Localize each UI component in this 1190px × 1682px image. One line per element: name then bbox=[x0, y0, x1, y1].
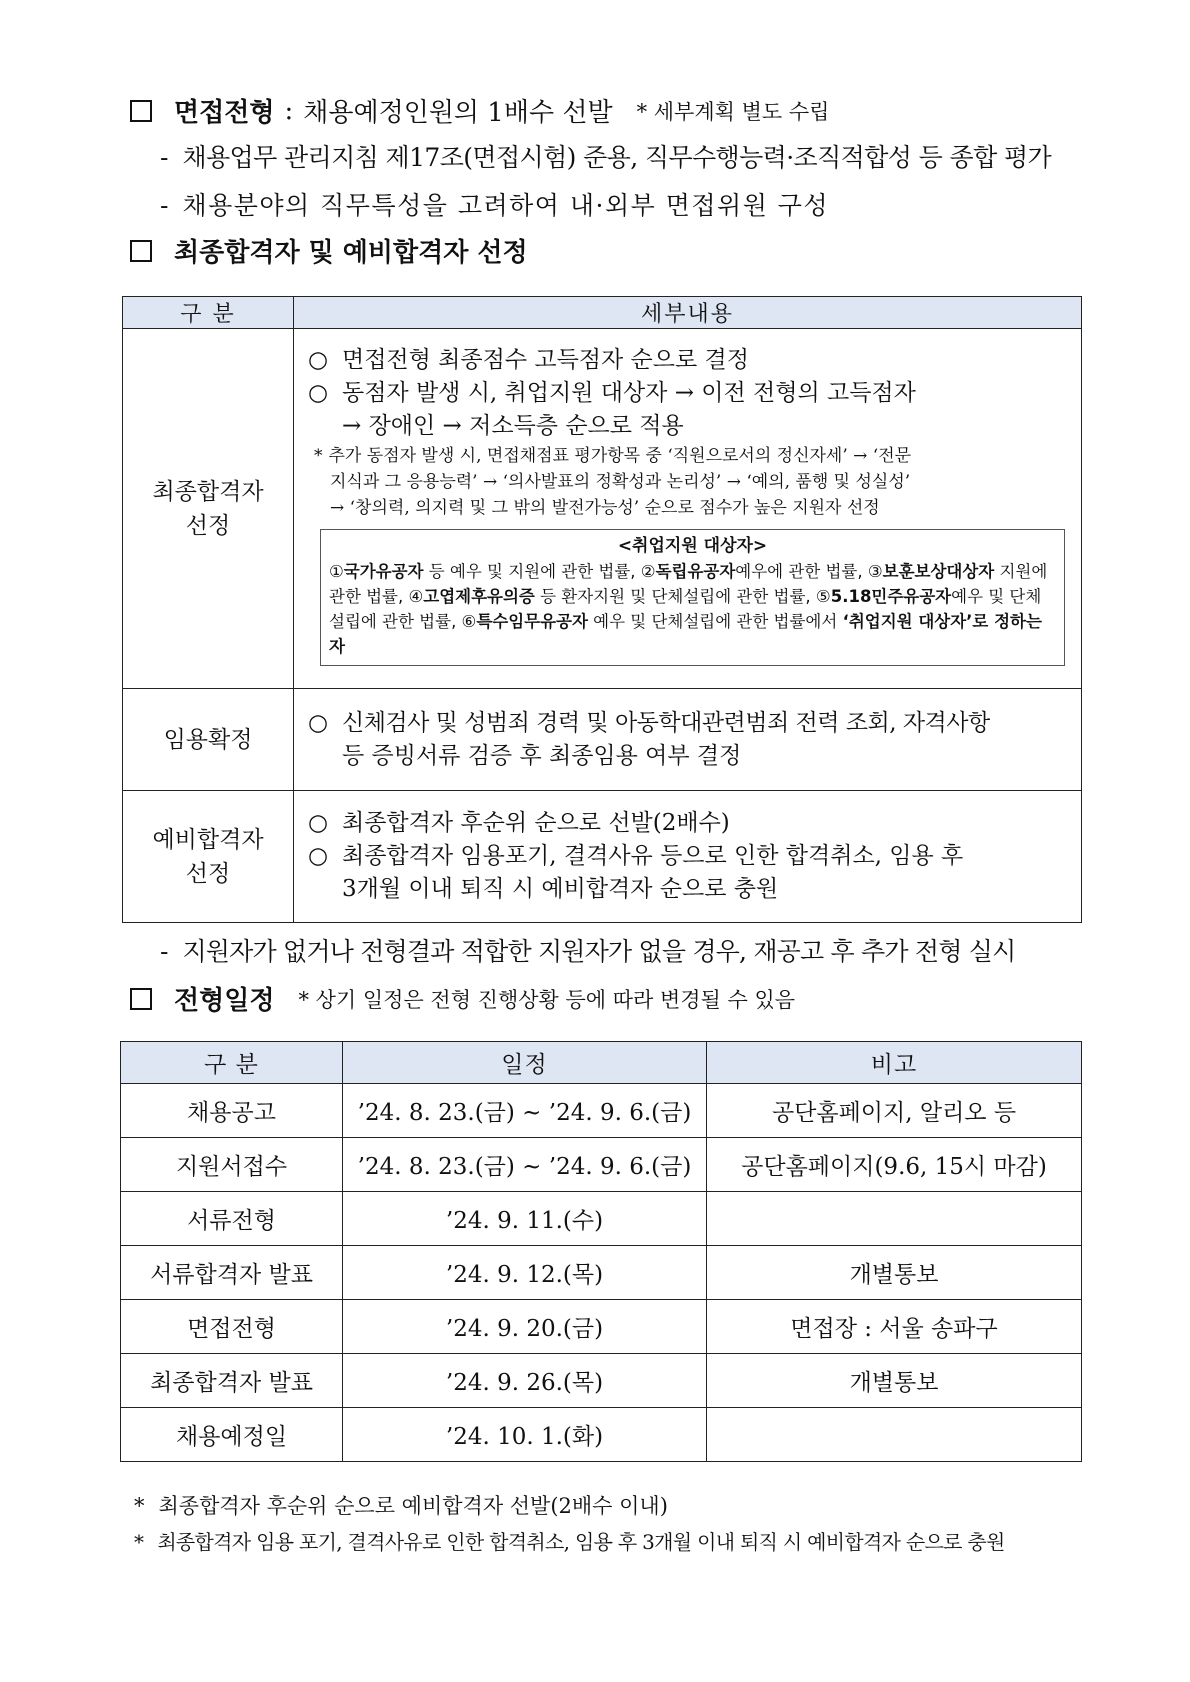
table-cell: ’24. 9. 11.(수) bbox=[343, 1192, 707, 1246]
table-header: 구 분 bbox=[121, 1042, 343, 1084]
row-content bbox=[294, 329, 1082, 689]
bullet-item: - 채용분야의 직무특성을 고려하여 내·외부 면접위원 구성 bbox=[160, 191, 830, 220]
checkbox-square-icon bbox=[130, 240, 152, 262]
circle-bullet: ○ 최종합격자 임용포기, 결격사유 등으로 인한 합격취소, 임용 후 bbox=[308, 840, 1069, 873]
bullet-text: 채용업무 관리지침 제17조(면접시험) 준용, 직무수행능력·조직적합성 등 종합 평가 bbox=[182, 143, 1052, 172]
table-cell: ’24. 9. 26.(목) bbox=[343, 1354, 707, 1408]
table-row bbox=[121, 1084, 1082, 1138]
table-cell: ’24. 8. 23.(금) ~ ’24. 9. 6.(금) bbox=[343, 1138, 707, 1192]
table-row bbox=[121, 1408, 1082, 1462]
section-description: 채용예정인원의 1배수 선발 bbox=[303, 98, 613, 128]
circle-bullet: ○ 동점자 발생 시, 취업지원 대상자 → 이전 전형의 고득점자 bbox=[308, 377, 1069, 410]
table-row bbox=[123, 791, 1082, 923]
row-label: 예비합격자 선정 bbox=[123, 791, 294, 923]
section-note: * 세부계획 별도 수립 bbox=[636, 99, 830, 124]
section-note: * 상기 일정은 전형 진행상황 등에 따라 변경될 수 있음 bbox=[298, 987, 796, 1012]
box-title: <취업지원 대상자> bbox=[617, 535, 768, 556]
footnote: * 최종합격자 임용 포기, 결격사유로 인한 합격취소, 임용 후 3개월 이내 퇴직 시 예비합격자 순으로 충원 bbox=[134, 1530, 1005, 1554]
table-row bbox=[123, 689, 1082, 791]
footnote: * 최종합격자 후순위 순으로 예비합격자 선발(2배수 이내) bbox=[134, 1494, 668, 1518]
employment-support-box bbox=[320, 529, 1065, 666]
table-cell: 서류합격자 발표 bbox=[121, 1246, 343, 1300]
section-heading-final-selection bbox=[130, 232, 528, 269]
circle-bullet: ○ 최종합격자 후순위 순으로 선발(2배수) bbox=[308, 807, 1069, 840]
table-cell: 채용공고 bbox=[121, 1084, 343, 1138]
table-cell: 개별통보 bbox=[707, 1354, 1082, 1408]
section-title: 전형일정 bbox=[174, 986, 275, 1016]
table-cell: 공단홈페이지(9.6, 15시 마감) bbox=[707, 1138, 1082, 1192]
section-title: 면접전형 bbox=[174, 98, 275, 128]
row-label: 임용확정 bbox=[123, 689, 294, 791]
circle-bullet-icon: ○ bbox=[308, 843, 329, 869]
bullet-continuation: 등 증빙서류 검증 후 최종임용 여부 결정 bbox=[342, 742, 742, 769]
section-heading-interview bbox=[130, 92, 829, 129]
circle-bullet-icon: ○ bbox=[308, 379, 329, 406]
checkbox-square-icon bbox=[130, 988, 152, 1010]
table-cell bbox=[707, 1192, 1082, 1246]
bullet-item: - 지원자가 없거나 전형결과 적합한 지원자가 없을 경우, 재공고 후 추가 전형 실시 bbox=[160, 937, 1016, 966]
table-header: 비고 bbox=[707, 1042, 1082, 1084]
bullet-text: 채용분야의 직무특성을 고려하여 내·외부 면접위원 구성 bbox=[182, 191, 830, 220]
table-cell: ’24. 9. 12.(목) bbox=[343, 1246, 707, 1300]
table-cell: 공단홈페이지, 알리오 등 bbox=[707, 1084, 1082, 1138]
table-header: 세부내용 bbox=[294, 297, 1082, 329]
table-cell: 면접장 : 서울 송파구 bbox=[707, 1300, 1082, 1354]
circle-bullet: ○ 신체검사 및 성범죄 경력 및 아동학대관련범죄 전력 조회, 자격사항 bbox=[308, 707, 1069, 740]
separator: : bbox=[284, 95, 294, 126]
table-cell: 지원서접수 bbox=[121, 1138, 343, 1192]
table-cell: 서류전형 bbox=[121, 1192, 343, 1246]
table-cell: 면접전형 bbox=[121, 1300, 343, 1354]
table-cell bbox=[707, 1408, 1082, 1462]
bullet-continuation: → 장애인 → 저소득층 순으로 적용 bbox=[342, 412, 684, 439]
circle-bullet-icon: ○ bbox=[308, 709, 329, 736]
table-cell: ’24. 9. 20.(금) bbox=[343, 1300, 707, 1354]
star-note: * 추가 동점자 발생 시, 면접채점표 평가항목 중 ‘직원으로서의 정신자세’ → ‘전문 지식과 그 응용능력’ → ‘의사발표의 정확성과 논리성’ → ‘예의, 품행 및 성실성’ → ‘창의력, 의지력 및 그 밖의 발전가능성’ 순으로 점수가 높은 지원자 선정 bbox=[314, 445, 912, 518]
table-cell: 개별통보 bbox=[707, 1246, 1082, 1300]
row-content bbox=[294, 689, 1082, 791]
table-row bbox=[121, 1246, 1082, 1300]
table-cell: 채용예정일 bbox=[121, 1408, 343, 1462]
table-header: 구 분 bbox=[123, 297, 294, 329]
checkbox-square-icon bbox=[130, 100, 152, 122]
table-cell: ’24. 8. 23.(금) ~ ’24. 9. 6.(금) bbox=[343, 1084, 707, 1138]
bullet-continuation: 3개월 이내 퇴직 시 예비합격자 순으로 충원 bbox=[342, 876, 779, 902]
circle-bullet: ○ 면접전형 최종점수 고득점자 순으로 결정 bbox=[308, 344, 1069, 377]
selection-criteria-table bbox=[122, 296, 1082, 923]
table-row bbox=[121, 1192, 1082, 1246]
section-heading-schedule bbox=[130, 980, 795, 1017]
section-title: 최종합격자 및 예비합격자 선정 bbox=[174, 238, 528, 268]
row-label: 최종합격자 선정 bbox=[123, 329, 294, 689]
table-row bbox=[123, 329, 1082, 689]
row-content bbox=[294, 791, 1082, 923]
table-row bbox=[121, 1138, 1082, 1192]
bullet-item: - 채용업무 관리지침 제17조(면접시험) 준용, 직무수행능력·조직적합성 등 종합 평가 bbox=[160, 143, 1052, 172]
circle-bullet-icon: ○ bbox=[308, 346, 329, 373]
table-cell: ’24. 10. 1.(화) bbox=[343, 1408, 707, 1462]
table-row bbox=[121, 1354, 1082, 1408]
bullet-text: 지원자가 없거나 전형결과 적합한 지원자가 없을 경우, 재공고 후 추가 전형 실시 bbox=[182, 937, 1016, 966]
schedule-table bbox=[120, 1041, 1082, 1462]
table-header: 일정 bbox=[343, 1042, 707, 1084]
table-cell: 최종합격자 발표 bbox=[121, 1354, 343, 1408]
table-row bbox=[121, 1300, 1082, 1354]
box-text: ①국가유공자 등 예우 및 지원에 관한 법률, ②독립유공자예우에 관한 법률, ③보훈보상대상자 지원에 관한 법률, ④고엽제후유의증 등 환자지원 및 단체설립에 관한 법률, ⑤5.18민주유공자예우 및 단체설립에 관한 법률, ⑥특수임무유공자 예우 및 단체설립에 관한 법률에서 ‘취업지원 대상자’로 정하는 자 bbox=[329, 561, 1048, 656]
circle-bullet-icon: ○ bbox=[308, 810, 329, 836]
